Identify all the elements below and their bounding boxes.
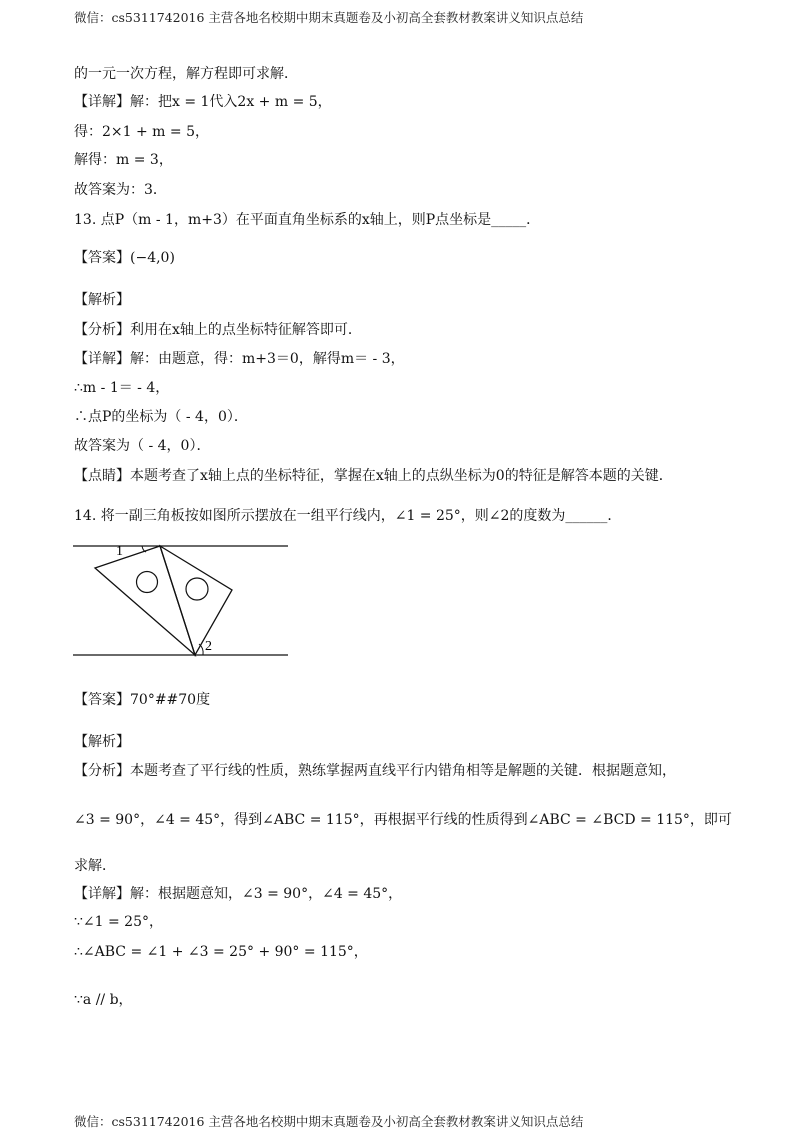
question-14: 14. 将一副三角板按如图所示摆放在一组平行线内，∠1 = 25°，则∠2的度数为______．: [74, 508, 622, 524]
angle2-label: 2: [205, 639, 212, 654]
text-line: ∴点P的坐标为（ - 4，0）．: [74, 409, 248, 425]
circle-left: [137, 572, 158, 593]
text-line: 【点睛】本题考查了x轴上点的坐标特征，掌握在x轴上的点纵坐标为0的特征是解答本题的关键．: [74, 468, 673, 484]
triangle-left: [95, 546, 195, 655]
text-line: ∠3 = 90°，∠4 = 45°，得到∠ABC = 115°，再根据平行线的性质得到∠ABC = ∠BCD = 115°，即可: [74, 812, 732, 828]
page-header: 微信：cs5311742016 主营各地名校期中期末真题卷及小初高全套教材教案讲义知识点总结: [74, 10, 584, 25]
page-footer: 微信：cs5311742016 主营各地名校期中期末真题卷及小初高全套教材教案讲义知识点总结: [74, 1114, 584, 1129]
analysis-heading: 【解析】: [74, 734, 130, 750]
circle-right: [186, 578, 208, 600]
text-line: ∴∠ABC = ∠1 + ∠3 = 25° + 90° = 115°，: [74, 944, 368, 960]
question-13: 13. 点P（m - 1，m+3）在平面直角坐标系的x轴上，则P点坐标是_____．: [74, 212, 541, 228]
answer-14: 【答案】70°##70度: [74, 692, 211, 708]
text-line: 【详解】解：根据题意知，∠3 = 90°，∠4 = 45°，: [74, 886, 403, 902]
text-line: 得：2×1 + m = 5，: [74, 124, 209, 140]
text-line: 【分析】本题考查了平行线的性质，熟练掌握两直线平行内错角相等是解题的关键．根据题意知，: [74, 763, 676, 779]
text-line: 求解．: [74, 858, 116, 874]
text-line: ∵∠1 = 25°，: [74, 914, 163, 930]
text-line: 故答案为（ - 4，0）．: [74, 438, 211, 454]
text-line: 故答案为：3．: [74, 182, 167, 198]
triangle-rulers-figure: [70, 538, 300, 668]
angle1-label: 1: [116, 544, 123, 559]
text-line: 的一元一次方程，解方程即可求解．: [74, 66, 298, 82]
analysis-heading: 【解析】: [74, 292, 130, 308]
text-line: 【详解】解：由题意，得：m+3＝0，解得m＝ - 3，: [74, 351, 405, 367]
text-line: ∵a // b，: [74, 992, 133, 1008]
text-line: ∴m - 1＝ - 4，: [74, 380, 170, 396]
text-line: 【分析】利用在x轴上的点坐标特征解答即可．: [74, 322, 362, 338]
text-line: 解得：m = 3，: [74, 152, 173, 168]
answer-13: 【答案】(−4,0): [74, 250, 175, 266]
text-line: 【详解】解：把x = 1代入2x + m = 5，: [74, 94, 332, 110]
